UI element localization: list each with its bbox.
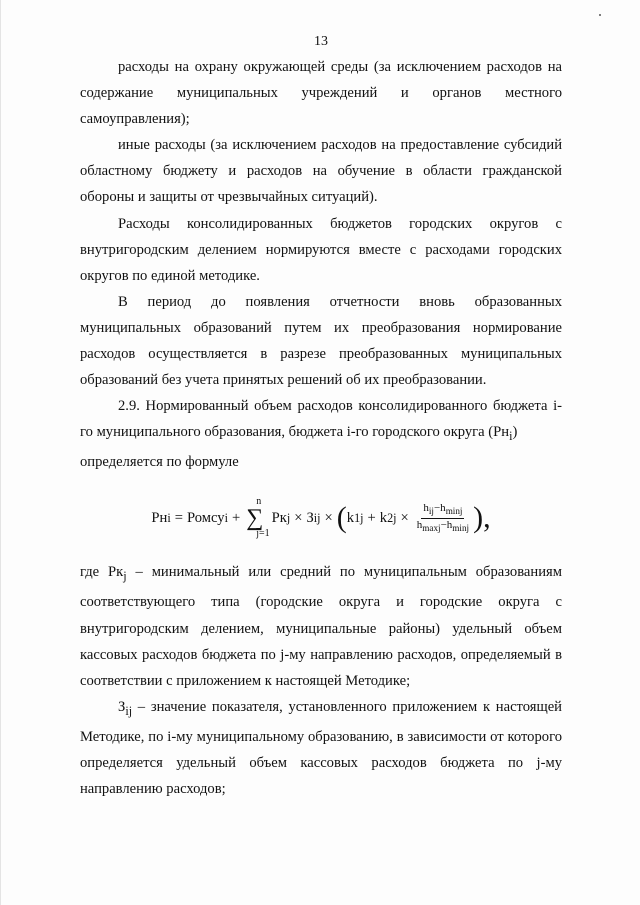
formula-t3-sub: ij [313, 511, 321, 526]
formula [80, 483, 562, 553]
formula-fraction-numerator [421, 502, 464, 519]
document-body [80, 54, 562, 802]
fraction-den-sub: maxj [422, 523, 441, 534]
definition-z-lead: З [118, 698, 126, 715]
formula-k1-sub: 1j [354, 511, 364, 526]
formula-lhs: Рн [151, 510, 168, 527]
formula-lhs-sub: i [167, 511, 171, 526]
formula-sum [246, 497, 269, 539]
paragraph-environment: расходы на охрану окружающей среды (за исключением расходов на содержание муниципальных учреждений и органов местного самоуправления); [80, 59, 562, 128]
formula-fraction-denominator [415, 519, 471, 535]
paragraph-2-9-tail: ) [512, 424, 518, 441]
fraction-den-sub2: minj [452, 523, 470, 534]
fraction-num-h: h [423, 501, 429, 514]
paragraph-formula-intro: определяется по формуле [80, 454, 239, 471]
definition-z-text: – значение показателя, установленного приложением к настоящей Методике, по i-му муниципальному образованию, в зависимости от которого определяется удельный объем кассовых расходов бюджета по j-му направлению расходов; [80, 698, 562, 797]
definition-rk-text: – минимальный или средний по муниципальным образованиям соответствующего типа (городские округа и городские округа с внутригородским делением, муниципальные районы) удельный объем кассовых расходов бюджета по j-му направлению расходов, определяемый в соответствии с приложением к настоящей Методике; [80, 564, 562, 689]
formula-times-1: × [294, 510, 303, 527]
definition-rk-lead: где Рк [80, 564, 124, 581]
formula-k1: k [346, 510, 355, 527]
formula-close-paren: ), [473, 501, 491, 535]
formula-t1: Ромсу [186, 510, 225, 527]
fraction-num-sub: ij [428, 505, 434, 516]
fraction-num-sub2: minj [445, 505, 463, 516]
formula-sum-bottom: j=1 [256, 528, 270, 540]
fraction-num-minus: −h [433, 501, 446, 514]
formula-fraction [415, 502, 471, 535]
fraction-den-h: h [416, 518, 423, 531]
definition-rk-sub: j [123, 569, 127, 584]
fraction-den-minus: −h [440, 518, 453, 531]
formula-sum-top: n [256, 496, 262, 508]
formula-k2-sub: 2j [387, 511, 397, 526]
formula-eq: = [174, 510, 183, 527]
formula-t2: Рк [271, 510, 287, 527]
formula-k2: k [379, 510, 388, 527]
paragraph-consolidated-budgets: Расходы консолидированных бюджетов городских округов с внутригородским делением нормируются вместе с расходами городских округов по единой методике. [80, 215, 562, 284]
formula-t1-sub: i [224, 511, 228, 526]
formula-plus-2: + [367, 510, 376, 527]
formula-open-paren: ( [336, 501, 347, 535]
formula-t2-sub: j [286, 511, 291, 526]
paragraph-2-9-sub: i [509, 429, 513, 444]
formula-plus: + [231, 510, 241, 527]
definition-z-sub: ij [125, 703, 133, 718]
paragraph-other-expenses: иные расходы (за исключением расходов на предоставление субсидий областному бюджету и расходов на обучение в области гражданской обороны и защиты от чрезвычайных ситуаций). [80, 137, 562, 206]
paragraph-2-9 [80, 393, 562, 449]
scan-speck [599, 14, 601, 16]
paragraph-2-9-text: 2.9. Нормированный объем расходов консолидированного бюджета i-го муниципального образования, бюджета i-го городского округа (Рн [80, 398, 562, 441]
paragraph-transition-period: В период до появления отчетности вновь образованных муниципальных образований путем их преобразования нормирование расходов осуществляется в разрезе преобразованных муниципальных образований без учета принятых решений об их преобразовании. [80, 293, 562, 389]
formula-t3: З [306, 510, 314, 527]
definition-rk [80, 559, 562, 693]
formula-times-2: × [324, 510, 333, 527]
page-number: 13 [314, 34, 328, 49]
formula-sum-symbol: ∑ [246, 505, 264, 532]
definition-z [80, 694, 562, 802]
formula-times-3: × [400, 510, 409, 527]
